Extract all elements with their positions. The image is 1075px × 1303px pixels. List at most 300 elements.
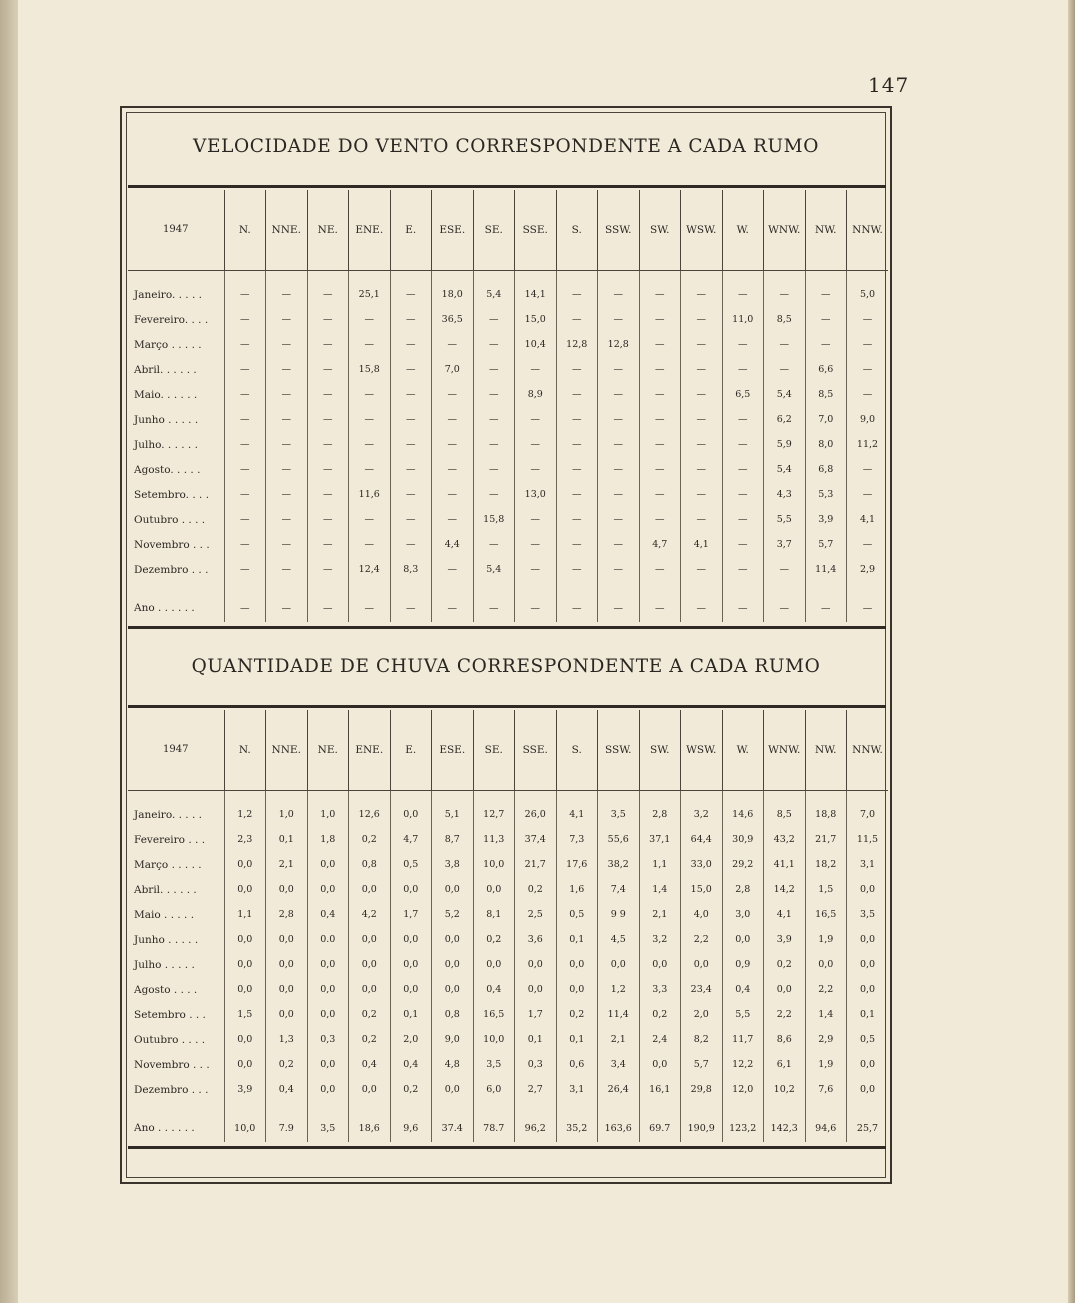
table-cell: 2,2 [681, 927, 723, 952]
table-row [128, 557, 888, 582]
table-row [128, 407, 888, 432]
table-cell: 0,5 [556, 902, 598, 927]
table-cell: — [349, 407, 391, 432]
table-cell: 0,4 [266, 1077, 308, 1102]
direction-header: SSW. [598, 710, 640, 790]
row-label: Junho . . . . . [134, 413, 199, 426]
table-cell: 0,2 [556, 1002, 598, 1027]
table-cell: — [764, 357, 806, 382]
direction-header: SSE. [515, 190, 557, 270]
table-row [128, 432, 888, 457]
direction-header: WSW. [681, 710, 723, 790]
table-cell: 23,4 [681, 977, 723, 1002]
row-label: Abril. . . . . . [134, 363, 197, 376]
table-cell: 2,8 [639, 802, 681, 827]
table-cell: 1,0 [266, 802, 308, 827]
table-cell: 0,5 [847, 1027, 889, 1052]
table-cell: 8,3 [390, 557, 432, 582]
table-cell: — [266, 307, 308, 332]
table-cell: — [224, 457, 266, 482]
table-cell: 2,9 [805, 1027, 847, 1052]
table-cell: 0,2 [473, 927, 515, 952]
table-cell: 1,2 [224, 802, 266, 827]
table-cell: 8,2 [681, 1027, 723, 1052]
row-label: Março . . . . . [134, 338, 202, 351]
table-cell: — [681, 332, 723, 357]
year-header: 1947 [128, 710, 224, 790]
table-cell: 6,8 [805, 457, 847, 482]
table-cell: — [473, 482, 515, 507]
table-row [128, 952, 888, 977]
table-cell: — [722, 557, 764, 582]
table-cell: — [639, 407, 681, 432]
table-cell: — [473, 532, 515, 557]
table-cell: 12,7 [473, 802, 515, 827]
table-cell: 3,1 [556, 1077, 598, 1102]
table-row [128, 1027, 888, 1052]
table-cell: — [681, 594, 723, 622]
table-cell: — [224, 357, 266, 382]
table-cell: — [722, 332, 764, 357]
table-cell: — [598, 432, 640, 457]
table-cell: — [349, 382, 391, 407]
table-cell: 4,2 [349, 902, 391, 927]
table-cell: 7,6 [805, 1077, 847, 1102]
table-cell: 0,0 [847, 977, 889, 1002]
table-row [128, 507, 888, 532]
table-cell: — [266, 332, 308, 357]
row-label: Novembro . . . [134, 538, 210, 551]
table-cell: 1,2 [598, 977, 640, 1002]
table-cell: — [390, 432, 432, 457]
table-cell: — [639, 282, 681, 307]
table-cell: — [307, 482, 349, 507]
table-cell: — [432, 332, 474, 357]
direction-header: ESE. [432, 710, 474, 790]
table-cell: 12,4 [349, 557, 391, 582]
table-cell: — [266, 557, 308, 582]
row-label: Fevereiro . . . [134, 833, 206, 846]
table-cell: 16,5 [805, 902, 847, 927]
table-cell: 0,0 [432, 952, 474, 977]
table-cell: — [847, 307, 889, 332]
direction-header: SSW. [598, 190, 640, 270]
row-label: Outubro . . . . [134, 513, 206, 526]
table-cell: 8,5 [805, 382, 847, 407]
table-cell: — [390, 357, 432, 382]
table-cell: 0,0 [224, 852, 266, 877]
direction-header: NE. [307, 710, 349, 790]
table-cell: 21,7 [805, 827, 847, 852]
table-row [128, 1077, 888, 1102]
table-cell: — [847, 332, 889, 357]
table-cell: 5,5 [722, 1002, 764, 1027]
table-cell: — [224, 594, 266, 622]
table-cell: 0,0 [515, 977, 557, 1002]
table-cell: 26,0 [515, 802, 557, 827]
table-cell: 0,2 [639, 1002, 681, 1027]
table-cell: 2,0 [390, 1027, 432, 1052]
table-cell: 0,0 [432, 927, 474, 952]
table-cell: — [556, 557, 598, 582]
table-cell: — [639, 482, 681, 507]
table-cell: 2,5 [515, 902, 557, 927]
rain-table-title: QUANTIDADE DE CHUVA CORRESPONDENTE A CADA RUMO [191, 656, 821, 677]
wind-bottom-rule [128, 626, 886, 629]
table-cell: 2,3 [224, 827, 266, 852]
row-label: Maio . . . . . [134, 908, 195, 921]
table-cell: — [847, 357, 889, 382]
table-cell: 0,8 [349, 852, 391, 877]
table-row [128, 307, 888, 332]
table-cell: 11,5 [847, 827, 889, 852]
table-cell: — [266, 282, 308, 307]
table-cell: 0,1 [556, 927, 598, 952]
table-cell: — [266, 407, 308, 432]
table-cell: 163,6 [598, 1114, 640, 1142]
table-cell: — [847, 532, 889, 557]
table-cell: — [349, 594, 391, 622]
table-cell: 8,5 [764, 307, 806, 332]
table-cell: 2,7 [515, 1077, 557, 1102]
table-cell: 14,2 [764, 877, 806, 902]
table-cell: 4,5 [598, 927, 640, 952]
table-cell: — [224, 282, 266, 307]
table-cell: 10,0 [224, 1114, 266, 1142]
spacer-row [128, 270, 888, 282]
table-cell: 2,2 [805, 977, 847, 1002]
row-label: Setembro . . . [134, 1008, 206, 1021]
table-cell: 0,3 [515, 1052, 557, 1077]
table-row [128, 927, 888, 952]
table-cell: 0,5 [390, 852, 432, 877]
table-cell: 10,0 [473, 1027, 515, 1052]
row-label: Fevereiro. . . . [134, 313, 209, 326]
table-cell: — [598, 382, 640, 407]
row-label: Setembro. . . . [134, 488, 210, 501]
table-cell: 18,6 [349, 1114, 391, 1142]
table-cell: — [307, 432, 349, 457]
table-cell: 12,2 [722, 1052, 764, 1077]
table-cell: — [390, 332, 432, 357]
table-cell: 15,8 [473, 507, 515, 532]
direction-header: NNE. [266, 190, 308, 270]
table-cell: — [390, 507, 432, 532]
table-cell: — [349, 507, 391, 532]
direction-header: E. [390, 710, 432, 790]
table-row [128, 282, 888, 307]
table-cell: — [349, 432, 391, 457]
table-cell: 0,3 [307, 1027, 349, 1052]
table-cell: — [224, 557, 266, 582]
table-cell: 0,6 [556, 1052, 598, 1077]
table-cell: 0,0 [722, 927, 764, 952]
table-cell: 7,0 [847, 802, 889, 827]
table-cell: 3,9 [805, 507, 847, 532]
table-cell: 1,9 [805, 1052, 847, 1077]
table-cell: 0,0 [390, 977, 432, 1002]
direction-header: S. [556, 190, 598, 270]
row-label: Junho . . . . . [134, 933, 199, 946]
table-cell: 0,9 [722, 952, 764, 977]
table-cell: — [473, 457, 515, 482]
table-cell: 1,5 [805, 877, 847, 902]
table-row [128, 382, 888, 407]
table-cell: 6,0 [473, 1077, 515, 1102]
table-cell: 43,2 [764, 827, 806, 852]
table-cell: 0,0 [515, 952, 557, 977]
direction-header: NNE. [266, 710, 308, 790]
table-cell: — [722, 532, 764, 557]
table-cell: 8,5 [764, 802, 806, 827]
direction-header: W. [722, 710, 764, 790]
table-cell: 15,0 [681, 877, 723, 902]
table-cell: 8,0 [805, 432, 847, 457]
table-cell: 8,1 [473, 902, 515, 927]
table-cell: 18,2 [805, 852, 847, 877]
table-cell: — [349, 332, 391, 357]
table-cell: — [224, 507, 266, 532]
direction-header: N. [224, 190, 266, 270]
row-label: Março . . . . . [134, 858, 202, 871]
table-cell: 2,8 [266, 902, 308, 927]
table-cell: 0,0 [224, 877, 266, 902]
row-label: Abril. . . . . . [134, 883, 197, 896]
wind-title-rule [128, 185, 886, 188]
table-cell: 4,1 [847, 507, 889, 532]
table-cell: 6,6 [805, 357, 847, 382]
table-cell: 4,1 [764, 902, 806, 927]
table-cell: 0,0 [805, 952, 847, 977]
table-cell: 0,0 [390, 927, 432, 952]
table-cell: — [556, 532, 598, 557]
table-cell: — [515, 557, 557, 582]
table-cell: 5,5 [764, 507, 806, 532]
table-cell: — [224, 307, 266, 332]
table-cell: — [681, 357, 723, 382]
table-cell: 5,3 [805, 482, 847, 507]
table-cell: — [681, 482, 723, 507]
book-spine [0, 0, 18, 1303]
table-cell: 0,0 [390, 952, 432, 977]
table-cell: 9,0 [432, 1027, 474, 1052]
table-cell: 0,0 [307, 852, 349, 877]
table-cell: 2,2 [764, 1002, 806, 1027]
table-cell: — [681, 557, 723, 582]
table-cell: — [266, 594, 308, 622]
table-cell: 3,5 [598, 802, 640, 827]
table-cell: — [266, 507, 308, 532]
table-cell: 0,0 [307, 1077, 349, 1102]
table-cell: — [307, 532, 349, 557]
table-cell: 0,0 [847, 1077, 889, 1102]
table-cell: 4,1 [556, 802, 598, 827]
table-cell: — [266, 482, 308, 507]
table-cell: 6,1 [764, 1052, 806, 1077]
table-cell: 0,1 [847, 1002, 889, 1027]
table-cell: — [639, 457, 681, 482]
table-cell: 5,7 [805, 532, 847, 557]
table-cell: 11,4 [598, 1002, 640, 1027]
table-cell: 10,0 [473, 852, 515, 877]
table-cell: 5,9 [764, 432, 806, 457]
table-cell: — [307, 407, 349, 432]
table-cell: — [598, 307, 640, 332]
table-cell: — [307, 282, 349, 307]
table-cell: — [307, 307, 349, 332]
table-cell: 0,2 [266, 1052, 308, 1077]
row-label: Dezembro . . . [134, 563, 209, 576]
table-cell: 0,1 [390, 1002, 432, 1027]
table-cell: — [598, 532, 640, 557]
table-cell: — [639, 332, 681, 357]
table-cell: — [556, 407, 598, 432]
table-cell: 11,2 [847, 432, 889, 457]
table-cell: 0,0 [390, 802, 432, 827]
table-cell: 2,1 [639, 902, 681, 927]
table-cell: — [390, 594, 432, 622]
table-cell: — [556, 482, 598, 507]
table-cell: — [266, 532, 308, 557]
table-cell: — [722, 432, 764, 457]
table-cell: 1,0 [307, 802, 349, 827]
table-cell: — [556, 432, 598, 457]
table-cell: — [805, 332, 847, 357]
table-cell: 16,1 [639, 1077, 681, 1102]
spacer-row [128, 790, 888, 802]
table-cell: 5,7 [681, 1052, 723, 1077]
table-cell: — [722, 407, 764, 432]
table-cell: — [598, 457, 640, 482]
table-cell: — [681, 407, 723, 432]
table-cell: 3,3 [639, 977, 681, 1002]
table-cell: 5,4 [764, 382, 806, 407]
table-cell: 21,7 [515, 852, 557, 877]
page-number: 147 [868, 73, 910, 97]
table-cell: — [266, 457, 308, 482]
table-cell: — [390, 282, 432, 307]
table-cell: 8,6 [764, 1027, 806, 1052]
table-cell: 11,4 [805, 557, 847, 582]
table-cell: 2,9 [847, 557, 889, 582]
table-cell: 2,8 [722, 877, 764, 902]
row-label: Julho. . . . . . [134, 438, 198, 451]
table-cell: 0,4 [307, 902, 349, 927]
table-row [128, 532, 888, 557]
table-cell: 1,7 [390, 902, 432, 927]
spacer-row [128, 582, 888, 594]
table-cell: 0,0 [556, 977, 598, 1002]
table-cell: 5,0 [847, 282, 889, 307]
table-cell: — [224, 432, 266, 457]
table-cell: 0,0 [224, 952, 266, 977]
table-cell: 11,7 [722, 1027, 764, 1052]
table-cell: 2,4 [639, 1027, 681, 1052]
table-cell: — [473, 432, 515, 457]
table-cell: 0,0 [598, 952, 640, 977]
table-cell: 5,4 [473, 557, 515, 582]
table-cell: — [390, 532, 432, 557]
table-cell: — [224, 382, 266, 407]
table-cell: 2,1 [266, 852, 308, 877]
table-cell: 0,2 [764, 952, 806, 977]
table-cell: 0,2 [349, 1027, 391, 1052]
table-cell: 15,0 [515, 307, 557, 332]
table-cell: — [349, 307, 391, 332]
direction-header: NW. [805, 190, 847, 270]
table-cell: 0,0 [349, 1077, 391, 1102]
rain-bottom-rule [128, 1146, 886, 1149]
table-cell: 25,7 [847, 1114, 889, 1142]
table-cell: — [639, 432, 681, 457]
table-row [128, 594, 888, 622]
table-cell: — [307, 457, 349, 482]
table-cell: — [722, 357, 764, 382]
table-cell: 3,1 [847, 852, 889, 877]
table-cell: 4,0 [681, 902, 723, 927]
table-cell: — [473, 332, 515, 357]
table-cell: 9,0 [847, 407, 889, 432]
table-cell: 0,0 [224, 977, 266, 1002]
direction-header: ENE. [349, 710, 391, 790]
table-row [128, 1114, 888, 1142]
table-cell: 0,0 [224, 1027, 266, 1052]
table-cell: 7,3 [556, 827, 598, 852]
table-cell: 3,4 [598, 1052, 640, 1077]
table-cell: — [473, 307, 515, 332]
table-cell: 3,5 [847, 902, 889, 927]
table-cell: — [224, 407, 266, 432]
table-cell: 7,0 [805, 407, 847, 432]
table-cell: — [266, 357, 308, 382]
table-cell: 0,0 [847, 952, 889, 977]
table-cell: — [722, 507, 764, 532]
table-cell: 4,3 [764, 482, 806, 507]
table-cell: 0,0 [266, 977, 308, 1002]
direction-header: SE. [473, 710, 515, 790]
table-cell: 3,5 [473, 1052, 515, 1077]
table-cell: 3,2 [681, 802, 723, 827]
table-cell: 3,7 [764, 532, 806, 557]
table-cell: 14,1 [515, 282, 557, 307]
table-cell: — [847, 594, 889, 622]
wind-speed-table [128, 190, 888, 622]
table-cell: 9,6 [390, 1114, 432, 1142]
table-cell: 18,0 [432, 282, 474, 307]
table-cell: 190,9 [681, 1114, 723, 1142]
table-cell: — [598, 482, 640, 507]
table-row [128, 457, 888, 482]
table-row [128, 977, 888, 1002]
table-cell: 4,1 [681, 532, 723, 557]
rain-title-rule [128, 705, 886, 708]
table-cell: 123,2 [722, 1114, 764, 1142]
table-cell: 0,4 [473, 977, 515, 1002]
table-cell: — [266, 432, 308, 457]
table-cell: — [598, 557, 640, 582]
table-cell: 7,0 [432, 357, 474, 382]
table-cell: 0,0 [224, 927, 266, 952]
table-cell: — [515, 407, 557, 432]
table-row [128, 852, 888, 877]
table-cell: — [639, 357, 681, 382]
table-cell: 36,5 [432, 307, 474, 332]
table-cell: — [681, 457, 723, 482]
direction-header: E. [390, 190, 432, 270]
direction-header: WNW. [764, 190, 806, 270]
table-cell: 0,0 [390, 877, 432, 902]
table-cell: — [390, 307, 432, 332]
